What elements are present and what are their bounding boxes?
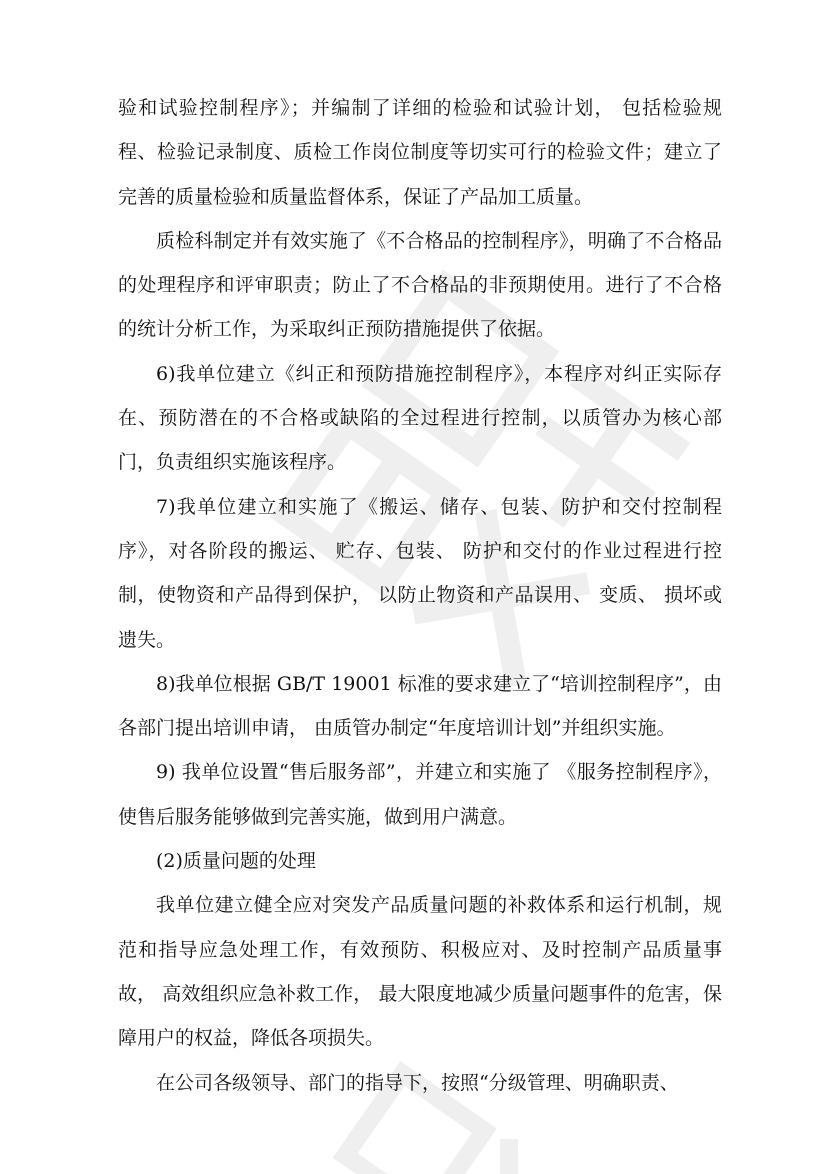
paragraph-4: 7)我单位建立和实施了《搬运、储存、包装、防护和交付控制程序》，对各阶段的搬运、 贮存、包装、 防护和交付的作业过程进行控制，使物资和产品得到保护， 以防止物资和产品误用、 变质、 损坏或遗失。 (118, 495, 722, 651)
paragraph-2: 质检科制定并有效实施了《不合格品的控制程序》，明确了不合格品的处理程序和评审职责；防止了不合格品的非预期使用。进行了不合格的统计分析工作，为采取纠正预防措施提供了依据。 (118, 229, 722, 341)
document-body (118, 86, 722, 1105)
paragraph-3: 6)我单位建立《纠正和预防措施控制程序》，本程序对纠正实际存在、预防潜在的不合格或缺陷的全过程进行控制，以质管办为核心部门，负责组织实施该程序。 (118, 362, 722, 474)
paragraph-6: 9) 我单位设置“售后服务部”，并建立和实施了 《服务控制程序》，使售后服务能够做到完善实施，做到用户满意。 (118, 761, 722, 828)
paragraph-1: 验和试验控制程序》；并编制了详细的检验和试验计划， 包括检验规程、检验记录制度、质检工作岗位制度等切实可行的检验文件；建立了完善的质量检验和质量监督体系，保证了产品加工质量。 (118, 97, 722, 208)
paragraph-5: 8)我单位根据 GB/T 19001 标准的要求建立了“培训控制程序”，由各部门提出培训申请， 由质管办制定“年度培训计划”并组织实施。 (118, 672, 722, 740)
paragraph-8: 在公司各级领导、部门的指导下，按照“分级管理、明确职责、 (156, 1071, 679, 1094)
paragraph-7: 我单位建立健全应对突发产品质量问题的补救体系和运行机制，规范和指导应急处理工作，有效预防、积极应对、及时控制产品质量事故， 高效组织应急补救工作， 最大限度地减少质量问题事件的危害，保障用户的权益，降低各项损失。 (118, 894, 722, 1050)
section-heading: (2)质量问题的处理 (156, 850, 316, 873)
